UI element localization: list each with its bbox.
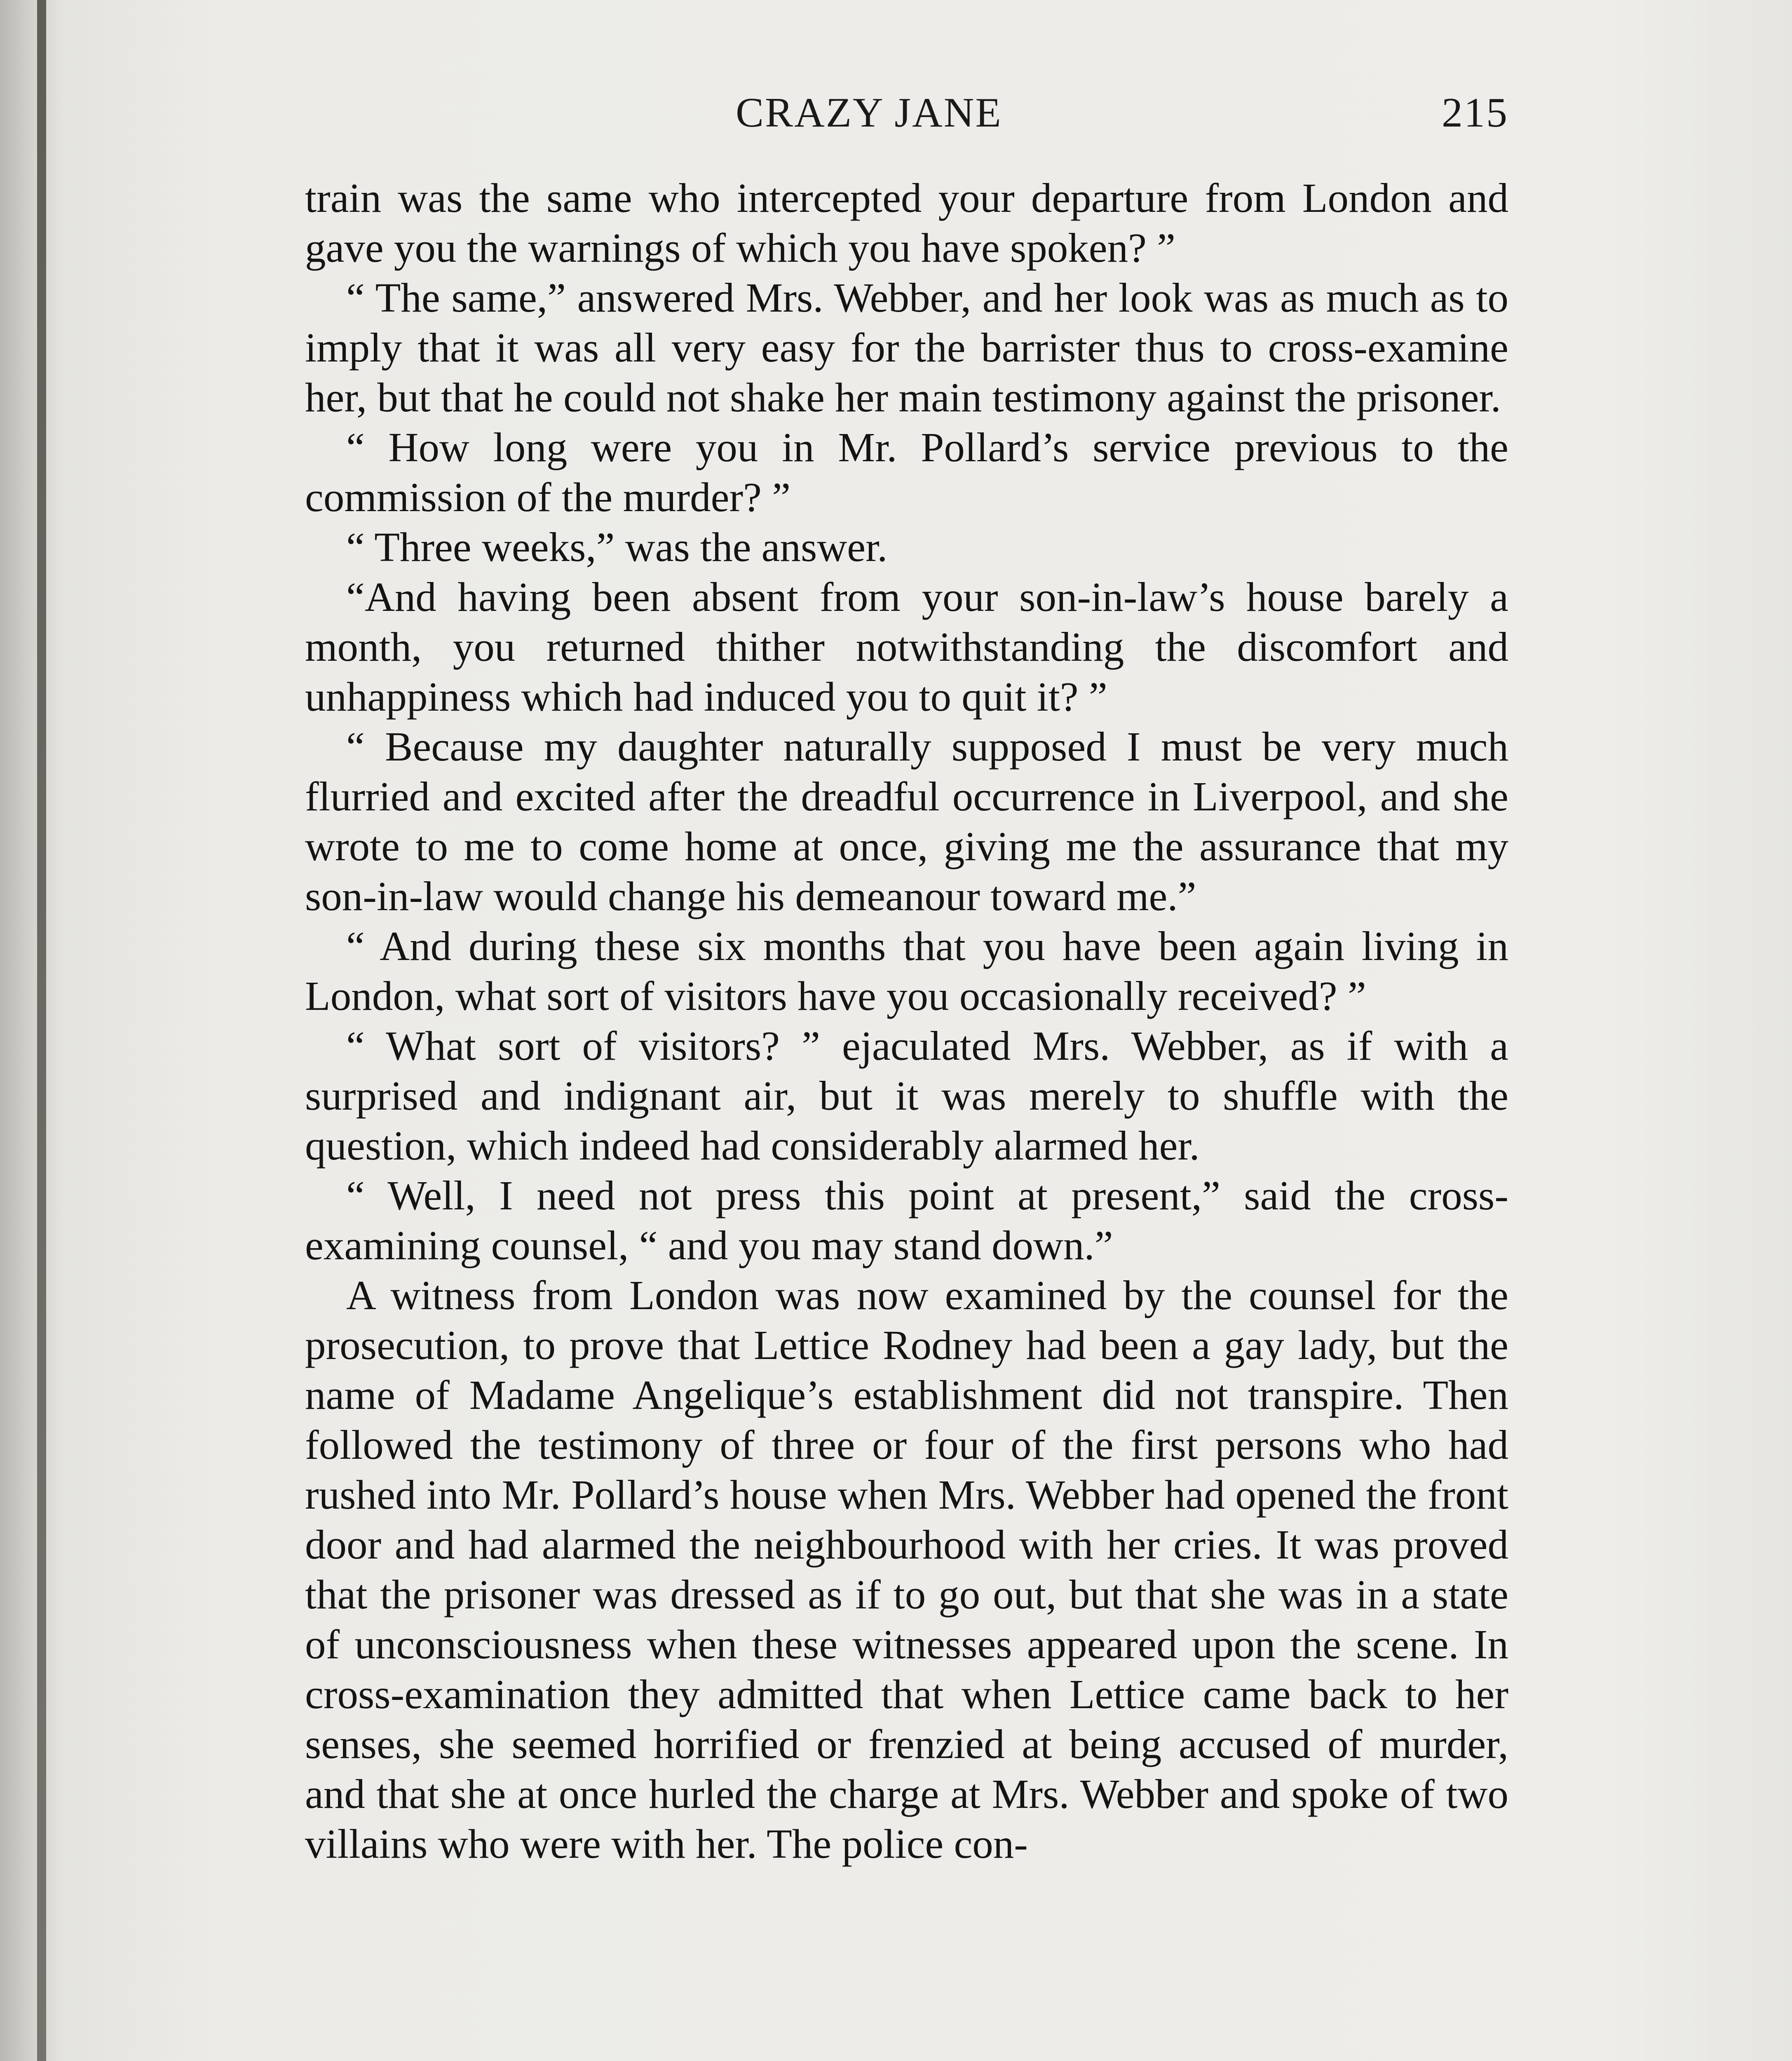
- paragraph: “ Well, I need not press this point at present,” said the cross-examining counsel, “ and you may stand down.”: [305, 1172, 1508, 1268]
- page-header: [305, 89, 1508, 150]
- running-title: CRAZY JANE: [736, 89, 1002, 136]
- paragraph: “And having been absent from your son-in-law’s house barely a month, you returned thither notwithstanding the discomfort and unhappiness which had induced you to quit it? ”: [305, 574, 1508, 720]
- spine-shadow: [0, 0, 62, 2061]
- paragraph: A witness from London was now examined by the counsel for the prosecution, to prove that Lettice Rodney had been a gay lady, but the name of Madame Angelique’s establishment did not transpire. Then followed the testimony of three or four of the first persons who had rushed into Mr. Pollard’s house when Mrs. Webber had opened the front door and had alarmed the neighbourhood with her cries. It was proved that the prisoner was dressed as if to go out, but that she was in a state of unconsciousness when these witnesses appeared upon the scene. In cross-examination they admitted that when Lettice came back to her senses, she seemed horrified or frenzied at being accused of murder, and that she at once hurled the charge at Mrs. Webber and spoke of two villains who were with her. The police con-: [305, 1272, 1508, 1867]
- paragraph: “ The same,” answered Mrs. Webber, and her look was as much as to imply that it was all very easy for the barrister thus to cross-examine her, but that he could not shake her main testimony against the prisoner.: [305, 275, 1508, 420]
- page-number: 215: [1442, 89, 1508, 136]
- paragraph: “ How long were you in Mr. Pollard’s service previous to the commission of the murder? ”: [305, 424, 1508, 520]
- paragraph: “ Three weeks,” was the answer.: [346, 524, 888, 570]
- paragraph: “ And during these six months that you have been again living in London, what sort of visitors have you occasionally received? ”: [305, 923, 1508, 1019]
- body-text: [305, 173, 1508, 1869]
- paragraph: “ Because my daughter naturally supposed I must be very much flurried and excited after the dreadful occurrence in Liverpool, and she wrote to me to come home at once, giving me the assurance that my son-in-law would change his demeanour toward me.”: [305, 723, 1508, 919]
- paragraph: train was the same who intercepted your departure from London and gave you the warnings of which you have spoken? ”: [305, 175, 1508, 271]
- paragraph: “ What sort of visitors? ” ejaculated Mrs. Webber, as if with a surprised and indignant air, but it was merely to shuffle with the question, which indeed had considerably alarmed her.: [305, 1023, 1508, 1169]
- book-spine-edge: [37, 0, 46, 2061]
